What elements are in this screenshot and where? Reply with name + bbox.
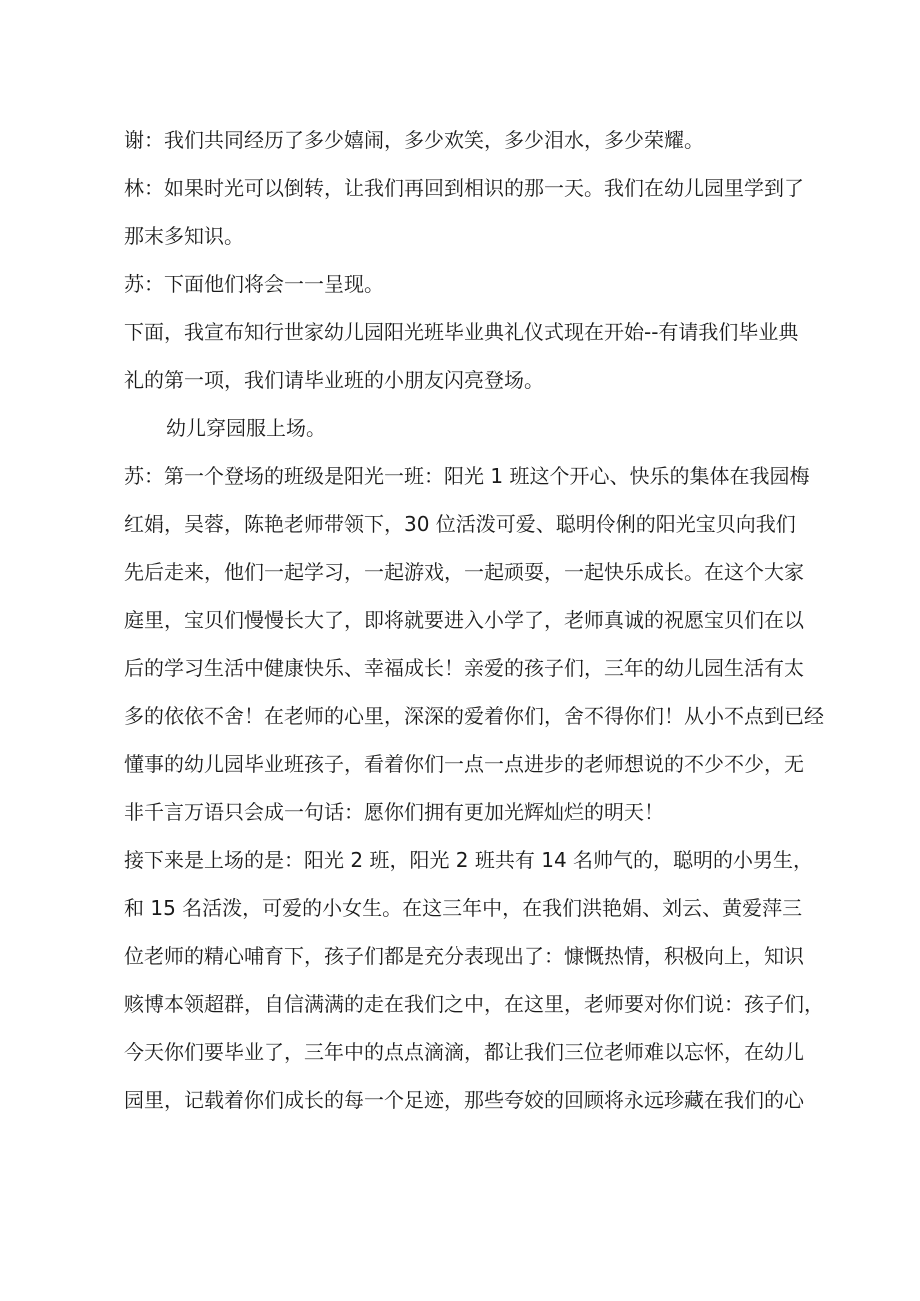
paragraph-xie bbox=[124, 116, 814, 164]
text-line: 幼儿穿园服上场。 bbox=[166, 416, 326, 440]
text-line: 庭里，宝贝们慢慢长大了，即将就要进入小学了，老师真诚的祝愿宝贝们在以 bbox=[124, 608, 804, 632]
document-body bbox=[124, 116, 824, 1124]
text-line: 苏：下面他们将会一一呈现。 bbox=[124, 272, 384, 296]
paragraph-stage-direction bbox=[124, 404, 814, 452]
text-line: 红娟，吴蓉，陈艳老师带领下，30 位活泼可爱、聪明伶俐的阳光宝贝向我们 bbox=[124, 512, 796, 536]
text-line: 赅博本领超群，自信满满的走在我们之中，在这里，老师要对你们说：孩子们， bbox=[124, 992, 824, 1016]
text-line: 非千言万语只会成一句话：愿你们拥有更加光辉灿烂的明天！ bbox=[124, 800, 664, 824]
paragraph-lin bbox=[124, 164, 814, 260]
text-line: 谢：我们共同经历了多少嬉闹，多少欢笑，多少泪水，多少荣耀。 bbox=[124, 128, 704, 152]
text-line: 今天你们要毕业了，三年中的点点滴滴，都让我们三位老师难以忘怀，在幼儿 bbox=[124, 1040, 804, 1064]
text-line: 那末多知识。 bbox=[124, 224, 244, 248]
text-line: 懂事的幼儿园毕业班孩子，看着你们一点一点进步的老师想说的不少不少，无 bbox=[124, 752, 804, 776]
text-line: 林：如果时光可以倒转，让我们再回到相识的那一天。我们在幼儿园里学到了 bbox=[124, 176, 804, 200]
paragraph-announcement bbox=[124, 308, 814, 404]
text-line: 和 15 名活泼，可爱的小女生。在这三年中，在我们洪艳娟、刘云、黄爱萍三 bbox=[124, 896, 803, 920]
paragraph-su-intro bbox=[124, 260, 814, 308]
paragraph-class-1 bbox=[124, 452, 824, 836]
text-line: 苏：第一个登场的班级是阳光一班：阳光 1 班这个开心、快乐的集体在我园梅 bbox=[124, 464, 810, 488]
text-line: 礼的第一项，我们请毕业班的小朋友闪亮登场。 bbox=[124, 368, 544, 392]
text-line: 先后走来，他们一起学习，一起游戏，一起顽耍，一起快乐成长。在这个大家 bbox=[124, 560, 804, 584]
text-line: 接下来是上场的是：阳光 2 班，阳光 2 班共有 14 名帅气的，聪明的小男生， bbox=[124, 848, 814, 872]
text-line: 后的学习生活中健康快乐、幸福成长！亲爱的孩子们，三年的幼儿园生活有太 bbox=[124, 656, 804, 680]
text-line: 园里，记载着你们成长的每一个足迹，那些夸姣的回顾将永远珍藏在我们的心 bbox=[124, 1088, 804, 1112]
text-line: 下面，我宣布知行世家幼儿园阳光班毕业典礼仪式现在开始--有请我们毕业典 bbox=[124, 320, 799, 344]
text-line: 位老师的精心哺育下，孩子们都是充分表现出了：慷慨热情，积极向上，知识 bbox=[124, 944, 804, 968]
paragraph-class-2 bbox=[124, 836, 824, 1124]
text-line: 多的依依不舍！在老师的心里，深深的爱着你们，舍不得你们！从小不点到已经 bbox=[124, 704, 824, 728]
